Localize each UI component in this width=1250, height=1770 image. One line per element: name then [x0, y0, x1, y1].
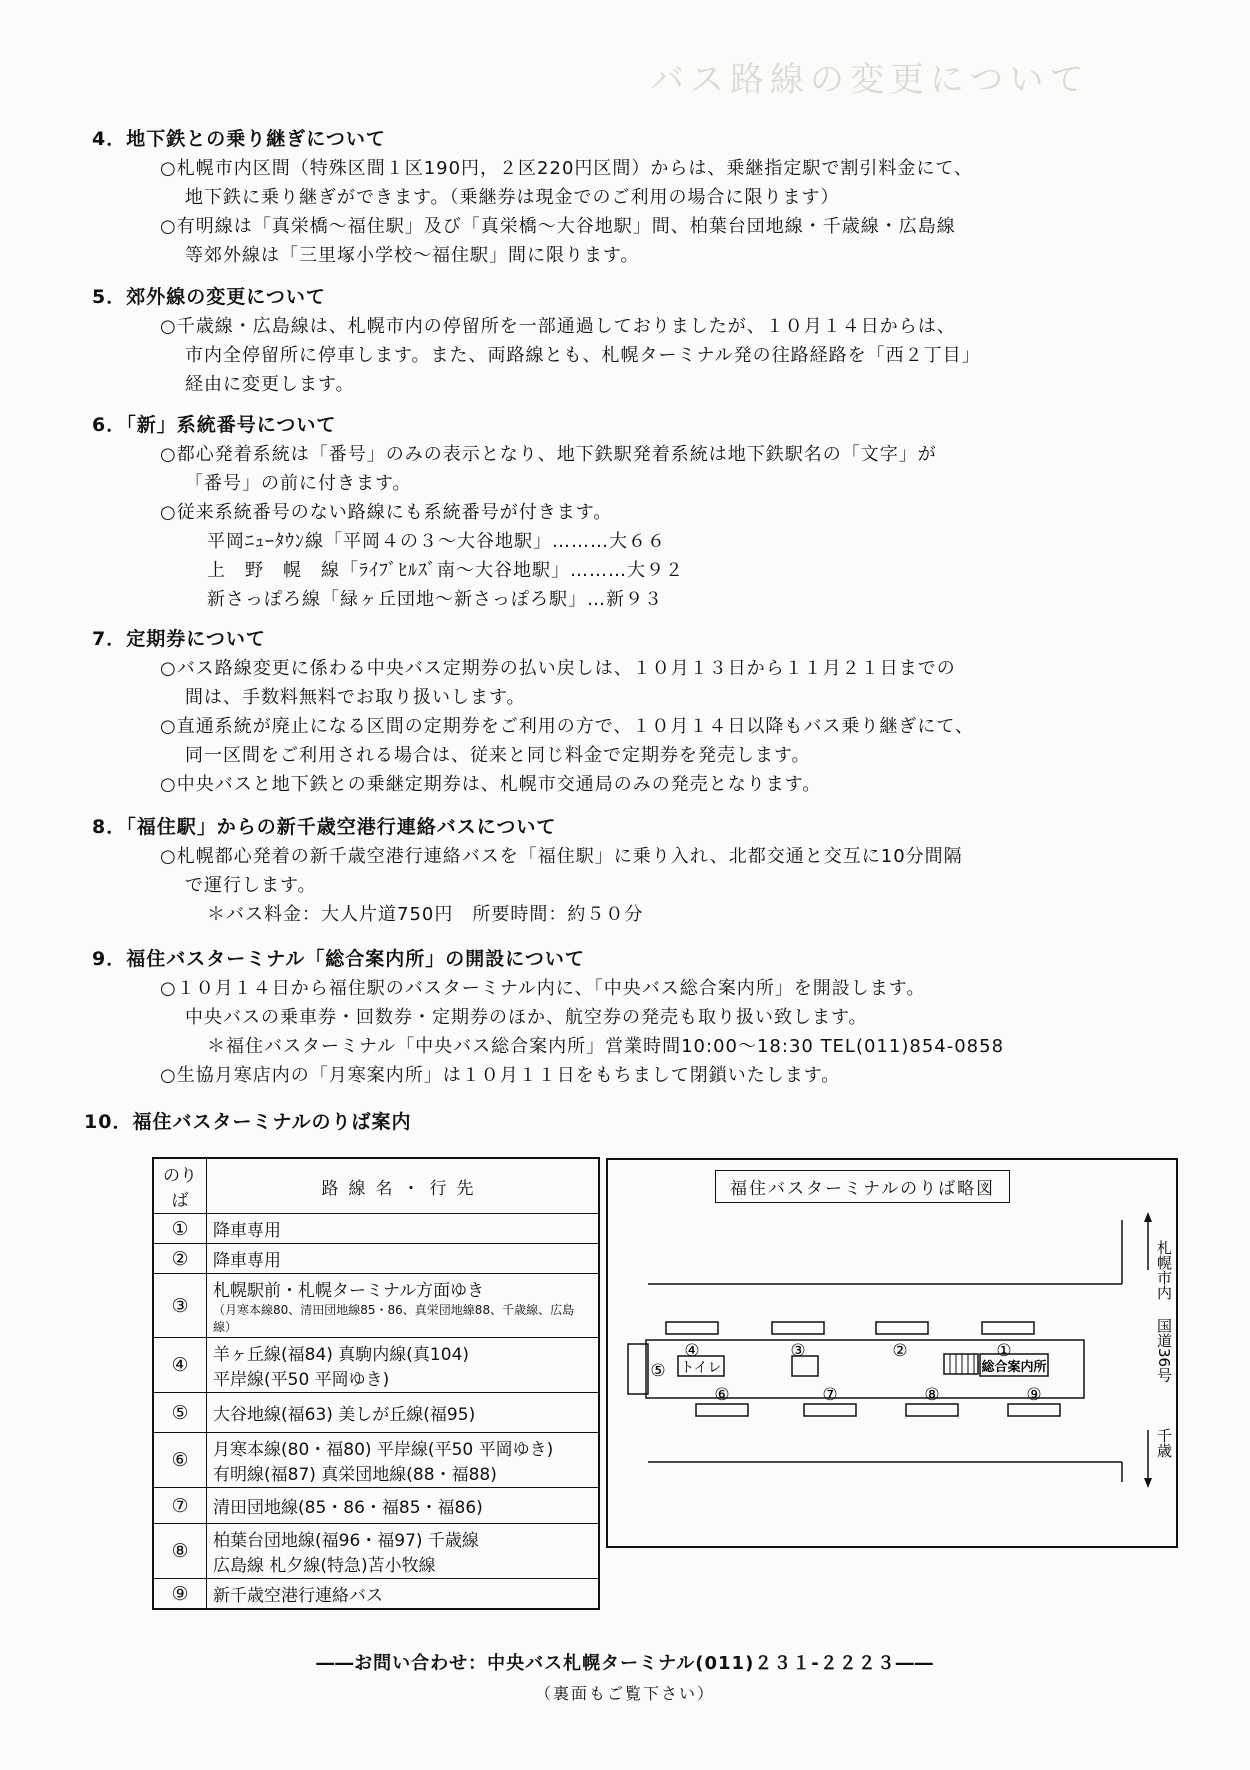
map-platform-7: ⑦ — [822, 1385, 838, 1405]
map-info-center-label: 総合案内所 — [981, 1360, 1047, 1375]
section-6: 6．「新」系統番号について ○都心発着系統は「番号」のみの表示となり、地下鉄駅発着系統は地下鉄駅名の「文字」が 「番号」の前に付きます。 ○従来系統番号のない路線にも系統番号が付きます。 平岡ﾆｭｰﾀｳﾝ線「平岡４の３～大谷地駅」………大６６ 上 野 幌 線「ﾗｲﾌﾞﾋﾙｽﾞ南～大谷地駅」………大９２ 新さっぽろ線「緑ヶ丘団地～新さっぽろ駅」…新９３ — [92, 410, 1172, 614]
map-platform-1: ① — [996, 1341, 1012, 1361]
map-road-label: 国道36号 — [1155, 1318, 1173, 1383]
table-row: ② 降車専用 — [153, 1244, 599, 1274]
map-platform-6: ⑥ — [714, 1385, 730, 1405]
table-row: ⑨ 新千歳空港行連絡バス — [153, 1579, 599, 1610]
map-direction-south: 千歳 — [1155, 1428, 1173, 1458]
section-heading: 8．「福住駅」からの新千歳空港行連絡バスについて — [92, 816, 557, 838]
section-5: 5．郊外線の変更について ○千歳線・広島線は、札幌市内の停留所を一部通過しておりましたが、１０月１４日からは、 市内全停留所に停車します。また、両路線とも、札幌ターミナル発の往路経路を「西２丁目」 経由に変更します。 — [92, 282, 1172, 399]
section-heading: 5．郊外線の変更について — [92, 286, 326, 308]
section-heading: 6．「新」系統番号について — [92, 414, 337, 436]
terminal-map — [606, 1158, 1178, 1548]
section-heading: 7．定期券について — [92, 628, 266, 650]
table-row: ④ 羊ヶ丘線(福84) 真駒内線(真104) 平岸線(平50 平岡ゆき) — [153, 1338, 599, 1393]
map-drawing — [608, 1160, 1176, 1546]
map-platform-9: ⑨ — [1026, 1385, 1042, 1405]
table-row: ③ 札幌駅前・札幌ターミナル方面ゆき （月寒本線80、清田団地線85・86、真栄団地線88、千歳線、広島線） — [153, 1274, 599, 1338]
section-7: 7．定期券について ○バス路線変更に係わる中央バス定期券の払い戻しは、１０月１３日から１１月２１日までの 間は、手数料無料でお取り扱いします。 ○直通系統が廃止になる区間の定期券をご利用の方で、１０月１４日以降もバス乗り継ぎにて、 同一区間をご利用される場合は、従来と同じ料金で定期券を発売します。 ○中央バスと地下鉄との乗継定期券は、札幌市交通局のみの発売となります。 — [92, 624, 1172, 799]
section-9: 9．福住バスターミナル「総合案内所」の開設について ○１０月１４日から福住駅のバスターミナル内に、「中央バス総合案内所」を開設します。 中央バスの乗車券・回数券・定期券のほか、航空券の発売も取り扱い致します。 ＊福住バスターミナル「中央バス総合案内所」営業時間10:00～18:30 TEL(011)854-0858 ○生協月寒店内の「月寒案内所」は１０月１１日をもちまして閉鎖いたします。 — [92, 944, 1172, 1090]
map-platform-3: ③ — [790, 1341, 806, 1361]
section-10 — [84, 1107, 1164, 1137]
map-toilet-label: トイレ — [680, 1360, 722, 1376]
table-header-row — [153, 1158, 599, 1214]
map-direction-north: 札幌市内 — [1155, 1240, 1173, 1300]
section-8: 8．「福住駅」からの新千歳空港行連絡バスについて ○札幌都心発着の新千歳空港行連絡バスを「福住駅」に乗り入れ、北都交通と交互に10分間隔 で運行します。 ＊バス料金：大人片道750円 所要時間：約５０分 — [92, 812, 1172, 929]
map-platform-8: ⑧ — [924, 1385, 940, 1405]
faded-background-heading: バス路線の変更について — [650, 60, 1090, 100]
map-platform-2: ② — [892, 1341, 908, 1361]
map-platform-5: ⑤ — [650, 1361, 666, 1381]
section-heading: 10．福住バスターミナルのりば案内 — [84, 1111, 412, 1133]
table-row: ⑤ 大谷地線(福63) 美しが丘線(福95) — [153, 1393, 599, 1433]
column-header-platform: のりば — [153, 1158, 207, 1214]
boarding-table — [152, 1157, 600, 1610]
table-row: ⑧ 柏葉台団地線(福96・福97) 千歳線 広島線 札夕線(特急)苫小牧線 — [153, 1524, 599, 1579]
see-reverse-note: （裏面もご覧下さい） — [534, 1684, 715, 1703]
map-title: 福住バスターミナルのりば略図 — [715, 1170, 1010, 1203]
table-row: ⑥ 月寒本線(80・福80) 平岸線(平50 平岡ゆき) 有明線(福87) 真栄団地線(88・福88) — [153, 1433, 599, 1488]
section-heading: 4．地下鉄との乗り継ぎについて — [92, 128, 386, 150]
map-platform-4: ④ — [684, 1341, 700, 1361]
column-header-route: 路線名・行先 — [207, 1158, 600, 1214]
contact-footer: ――お問い合わせ：中央バス札幌ターミナル(011)２３１-２２２３―― — [316, 1653, 934, 1674]
section-4: 4．地下鉄との乗り継ぎについて ○札幌市内区間（特殊区間１区190円，２区220円区間）からは、乗継指定駅で割引料金にて、 地下鉄に乗り継ぎができます。（乗継券は現金でのご利用の場合に限ります） ○有明線は「真栄橋～福住駅」及び「真栄橋～大谷地駅」間、柏葉台団地線・千歳線・広島線 等郊外線は「三里塚小学校～福住駅」間に限ります。 — [92, 124, 1172, 270]
table-row: ⑦ 清田団地線(85・86・福85・福86) — [153, 1488, 599, 1524]
table-row: ① 降車専用 — [153, 1214, 599, 1244]
section-heading: 9．福住バスターミナル「総合案内所」の開設について — [92, 948, 585, 970]
